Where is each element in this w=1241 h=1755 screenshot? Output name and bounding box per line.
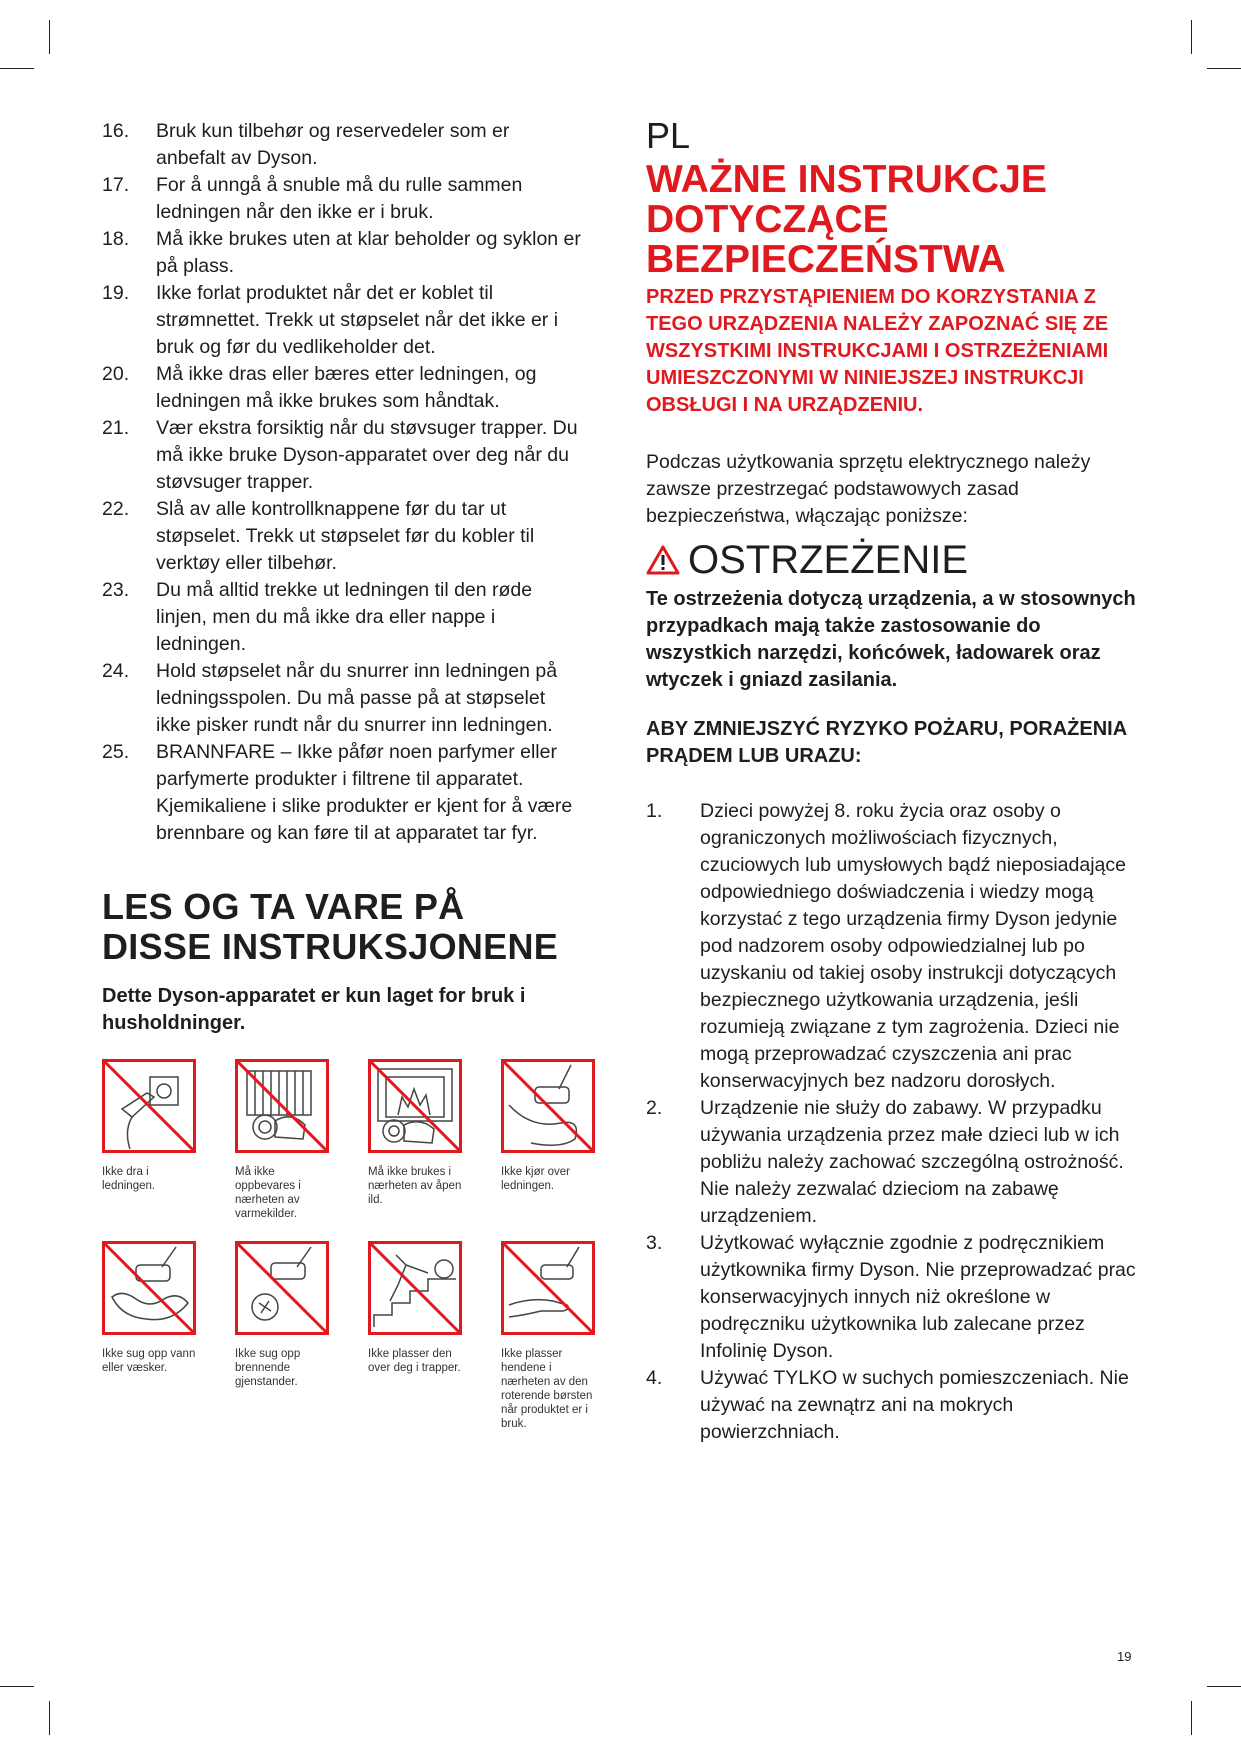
icon-cell <box>368 1059 462 1221</box>
item-number: 18. <box>102 228 130 250</box>
item-number: 20. <box>102 363 130 385</box>
language-code: PL <box>646 115 691 156</box>
icon-caption: Må ikke oppbevares i nærheten av varmekilder. <box>235 1166 301 1220</box>
item-number: 4. <box>646 1367 663 1389</box>
list-item <box>646 1095 1146 1230</box>
icon-caption: Ikke plasser den over deg i trapper. <box>368 1348 461 1374</box>
no-open-fire-icon <box>368 1059 462 1153</box>
list-item <box>102 118 582 172</box>
item-text: Używać TYLKO w suchych pomieszczeniach. Nie używać na zewnątrz ani na mokrych powierzchniach. <box>700 1367 1129 1443</box>
icon-cell <box>501 1241 595 1431</box>
read-instructions-notice: PRZED PRZYSTĄPIENIEM DO KORZYSTANIA Z TEGO URZĄDZENIA NALEŻY ZAPOZNAĆ SIĘ ZE WSZYSTKIMI INSTRUKCJAMI I OSTRZEŻENIAMI UMIESZCZONYMI W NINIEJSZEJ INSTRUKCJI OBSŁUGI I NA URZĄDZENIU. <box>646 286 1109 416</box>
right-column <box>646 115 1146 1446</box>
item-text: Må ikke brukes uten at klar beholder og syklon er på plass. <box>156 228 581 277</box>
warning-icon-grid <box>102 1059 593 1431</box>
left-column <box>102 118 593 1431</box>
heading-line: LES OG TA VARE PÅ <box>102 886 465 927</box>
list-item <box>102 226 582 280</box>
icon-cell <box>102 1059 196 1221</box>
item-text: Urządzenie nie służy do zabawy. W przypadku używania urządzenia przez małe dzieci lub w ich pobliżu należy zachować szczególną ostrożność. Nie należy zezwalać dzieciom na zabawę urządzeniem. <box>700 1097 1124 1227</box>
icon-caption: Må ikke brukes i nærheten av åpen ild. <box>368 1166 462 1206</box>
icon-cell <box>235 1059 329 1221</box>
icon-cell <box>102 1241 196 1431</box>
crop-mark <box>0 1686 34 1687</box>
item-number: 17. <box>102 174 130 196</box>
warning-triangle-icon <box>646 544 680 576</box>
item-number: 2. <box>646 1097 663 1119</box>
item-text: Dzieci powyżej 8. roku życia oraz osoby o ograniczonych możliwościach fizycznych, czuciowych lub umysłowych bądź nieposiadające odpowiedniego doświadczenia i wiedzy mogą korzystać z tego urządzenia firmy Dyson jedynie pod nadzorem osoby odpowiedzialnej lub po uzyskaniu od takiej osoby instrukcji dotyczących bezpiecznego użytkowania urządzenia, jeśli rozumieją związane z tym zagrożenia. Dzieci nie mogą przeprowadzać czyszczenia ani prac konserwacyjnych bez nadzoru dorosłych. <box>700 800 1126 1092</box>
no-above-on-stairs-icon <box>368 1241 462 1335</box>
item-number: 21. <box>102 417 130 439</box>
no-liquids-icon <box>102 1241 196 1335</box>
item-number: 1. <box>646 800 663 822</box>
item-text: Hold støpselet når du snurrer inn ledningen på ledningsspolen. Du må passe på at støpselet ikke pisker rundt når du snurrer inn ledningen. <box>156 660 558 736</box>
icon-caption: Ikke dra i ledningen. <box>102 1166 156 1192</box>
list-item <box>102 280 582 361</box>
norwegian-safety-list <box>102 118 582 847</box>
item-text: Må ikke dras eller bæres etter ledningen, og ledningen må ikke brukes som håndtak. <box>156 363 537 412</box>
crop-mark <box>1191 1701 1192 1735</box>
no-hands-near-brush-icon <box>501 1241 595 1335</box>
icon-caption: Ikke sug opp brennende gjenstander. <box>235 1348 301 1388</box>
crop-mark <box>49 1701 50 1735</box>
crop-mark <box>0 68 34 69</box>
item-text: For å unngå å snuble må du rulle sammen ledningen når den ikke er i bruk. <box>156 174 523 223</box>
no-pull-cord-icon <box>102 1059 196 1153</box>
list-item <box>102 496 582 577</box>
item-text: Użytkować wyłącznie zgodnie z podręcznikiem użytkownika firmy Dyson. Nie przeprowadzać prac konserwacyjnych innych niż określone w podręczniku użytkownika lub zalecane przez Infolinię Dyson. <box>700 1232 1136 1362</box>
item-number: 22. <box>102 498 130 520</box>
warning-text: Te ostrzeżenia dotyczą urządzenia, a w stosownych przypadkach mają także zastosowanie do wszystkich narzędzi, końcówek, ładowarek oraz wtyczek i gniazd zasilania. <box>646 588 1136 691</box>
crop-mark <box>1191 20 1192 54</box>
no-heat-source-icon <box>235 1059 329 1153</box>
risk-reduction-heading: ABY ZMNIEJSZYĆ RYZYKO POŻARU, PORAŻENIA PRĄDEM LUB URAZU: <box>646 718 1127 767</box>
item-text: Ikke forlat produktet når det er koblet til strømnettet. Trekk ut støpselet når det ikke er i bruk og før du vedlikeholder det. <box>156 282 559 358</box>
list-item <box>102 658 582 739</box>
item-number: 16. <box>102 120 130 142</box>
item-number: 19. <box>102 282 130 304</box>
item-number: 3. <box>646 1232 663 1254</box>
title-line: WAŻNE INSTRUKCJE <box>646 158 1047 201</box>
crop-mark <box>1207 68 1241 69</box>
title-line: DOTYCZĄCE <box>646 198 889 241</box>
warning-title: OSTRZEŻENIE <box>688 538 969 582</box>
list-item <box>646 1230 1146 1365</box>
item-number: 23. <box>102 579 130 601</box>
item-number: 25. <box>102 741 130 763</box>
crop-mark <box>1207 1686 1241 1687</box>
item-number: 24. <box>102 660 130 682</box>
crop-mark <box>49 20 50 54</box>
icon-caption: Ikke plasser hendene i nærheten av den roterende børsten når produktet er i bruk. <box>501 1348 593 1430</box>
heading-line: DISSE INSTRUKSJONENE <box>102 926 559 967</box>
page-number: 19 <box>1117 1649 1132 1664</box>
save-instructions-heading <box>102 887 582 967</box>
item-text: BRANNFARE – Ikke påfør noen parfymer eller parfymerte produkter i filtrene til apparatet. Kjemikaliene i slike produkter er kjent for å være brennbare og kan føre til at apparatet tar fyr. <box>156 741 573 844</box>
warning-heading <box>646 538 1146 582</box>
list-item <box>102 172 582 226</box>
no-burning-objects-icon <box>235 1241 329 1335</box>
icon-cell <box>368 1241 462 1431</box>
icon-caption: Ikke sug opp vann eller væsker. <box>102 1348 196 1374</box>
list-item <box>102 739 582 847</box>
list-item <box>102 415 582 496</box>
icon-cell <box>235 1241 329 1431</box>
item-text: Vær ekstra forsiktig når du støvsuger trapper. Du må ikke bruke Dyson-apparatet over deg når du støvsuger trapper. <box>156 417 578 493</box>
item-text: Slå av alle kontrollknappene før du tar ut støpselet. Trekk ut støpselet før du kobler til verktøy eller tilbehør. <box>156 498 535 574</box>
list-item <box>102 361 582 415</box>
polish-safety-list <box>646 798 1146 1446</box>
list-item <box>102 577 582 658</box>
household-use-note: Dette Dyson-apparatet er kun laget for bruk i husholdninger. <box>102 985 526 1034</box>
no-run-over-cord-icon <box>501 1059 595 1153</box>
safety-title <box>646 160 1146 280</box>
title-line: BEZPIECZEŃSTWA <box>646 238 1006 281</box>
icon-caption: Ikke kjør over ledningen. <box>501 1166 571 1192</box>
list-item <box>646 1365 1146 1446</box>
intro-paragraph: Podczas użytkowania sprzętu elektrycznego należy zawsze przestrzegać podstawowych zasad bezpieczeństwa, włączając poniższe: <box>646 451 1091 527</box>
icon-cell <box>501 1059 595 1221</box>
item-text: Bruk kun tilbehør og reservedeler som er anbefalt av Dyson. <box>156 120 510 169</box>
item-text: Du må alltid trekke ut ledningen til den røde linjen, men du må ikke dra eller nappe i ledningen. <box>156 579 533 655</box>
list-item <box>646 798 1146 1095</box>
